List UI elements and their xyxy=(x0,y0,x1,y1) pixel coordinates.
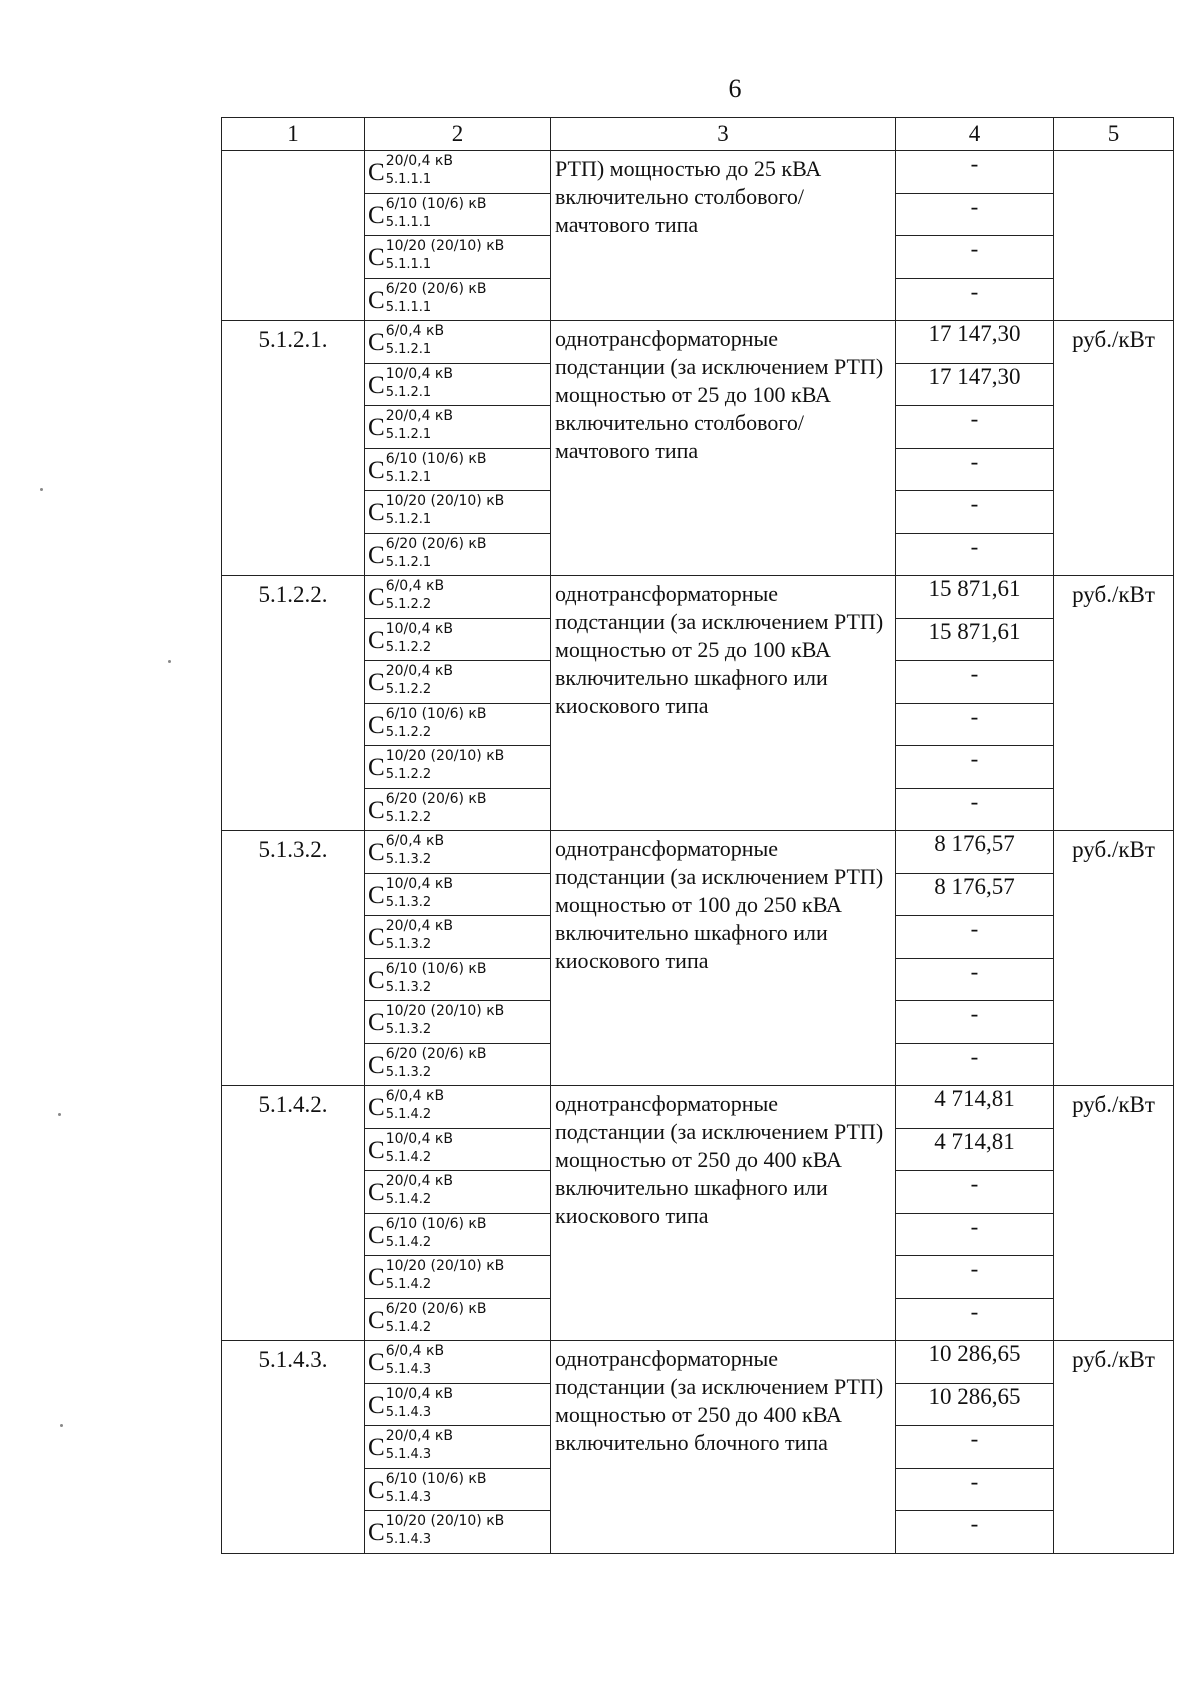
rate-value: - xyxy=(896,1426,1054,1469)
rate-code xyxy=(365,1086,551,1129)
voltage-superscript: 20/0,4 кВ xyxy=(385,153,453,169)
rate-symbol: C xyxy=(368,1519,385,1546)
code-subscript: 5.1.3.2 xyxy=(385,1064,432,1080)
rate-symbol: C xyxy=(368,924,385,951)
rate-code xyxy=(365,1468,551,1511)
rate-value: - xyxy=(896,236,1054,279)
rate-code xyxy=(365,491,551,534)
code-subscript: 5.1.2.2 xyxy=(385,682,432,697)
rate-symbol: C xyxy=(368,201,385,229)
rate-value: - xyxy=(896,661,1054,704)
code-subscript: 5.1.1.1 xyxy=(385,299,432,315)
rate-symbol: C xyxy=(368,1179,385,1206)
rate-symbol: C xyxy=(368,1094,385,1121)
rate-code xyxy=(365,958,551,1001)
item-number: 5.1.3.2. xyxy=(222,831,365,1086)
voltage-superscript: 6/0,4 кВ xyxy=(385,1343,445,1359)
table-row xyxy=(222,1086,1174,1129)
rate-code xyxy=(365,1001,551,1044)
code-subscript: 5.1.3.2 xyxy=(385,1022,432,1037)
rate-value: 4 714,81 xyxy=(896,1128,1054,1171)
voltage-superscript: 6/0,4 кВ xyxy=(385,323,445,339)
rate-value: - xyxy=(896,533,1054,576)
rate-value: - xyxy=(896,278,1054,321)
rate-symbol: C xyxy=(368,754,385,781)
voltage-superscript: 20/0,4 кВ xyxy=(385,918,453,934)
rate-value: 17 147,30 xyxy=(896,321,1054,364)
voltage-superscript: 6/20 (20/6) кВ xyxy=(385,790,487,807)
rate-symbol: C xyxy=(368,371,385,399)
rate-code xyxy=(365,1511,551,1554)
voltage-superscript: 6/10 (10/6) кВ xyxy=(385,1470,487,1487)
rate-value: - xyxy=(896,151,1054,194)
rate-code xyxy=(365,873,551,916)
rate-value: - xyxy=(896,916,1054,959)
item-description: однотрансформаторные подстанции (за исключением РТП) мощностью от 250 до 400 кВА включительно блочного типа xyxy=(551,1341,896,1554)
rate-code xyxy=(365,278,551,321)
voltage-superscript: 6/10 (10/6) кВ xyxy=(385,195,487,212)
voltage-superscript: 6/0,4 кВ xyxy=(385,1088,445,1104)
rate-code xyxy=(365,1341,551,1384)
rate-symbol: C xyxy=(368,584,385,611)
rate-code xyxy=(365,618,551,661)
code-subscript: 5.1.2.1 xyxy=(385,384,432,400)
rate-code xyxy=(365,1213,551,1256)
table-row xyxy=(222,1341,1174,1384)
voltage-superscript: 6/10 (10/6) кВ xyxy=(385,960,487,977)
page-number: 6 xyxy=(728,74,742,103)
rate-symbol: C xyxy=(368,499,385,526)
rate-symbol: C xyxy=(368,711,385,739)
voltage-superscript: 20/0,4 кВ xyxy=(385,663,453,679)
rate-code xyxy=(365,916,551,959)
code-subscript: 5.1.2.2 xyxy=(385,724,432,740)
rate-value: - xyxy=(896,746,1054,789)
rate-symbol: C xyxy=(368,1306,385,1334)
rate-symbol: C xyxy=(368,626,385,654)
rate-symbol: C xyxy=(368,329,385,356)
table-row xyxy=(222,321,1174,364)
header-col-2: 2 xyxy=(365,118,551,151)
rate-value: 10 286,65 xyxy=(896,1383,1054,1426)
voltage-superscript: 10/20 (20/10) кВ xyxy=(385,238,505,254)
code-subscript: 5.1.2.2 xyxy=(385,809,432,825)
rate-value: - xyxy=(896,1171,1054,1214)
rate-code xyxy=(365,831,551,874)
rate-code xyxy=(365,236,551,279)
code-subscript: 5.1.1.1 xyxy=(385,257,432,272)
scan-speck xyxy=(58,1113,61,1116)
rate-symbol: C xyxy=(368,1136,385,1164)
rate-code xyxy=(365,1426,551,1469)
rate-code xyxy=(365,533,551,576)
item-description: однотрансформаторные подстанции (за исключением РТП) мощностью от 100 до 250 кВА включительно шкафного или киоскового типа xyxy=(551,831,896,1086)
rate-value: 8 176,57 xyxy=(896,831,1054,874)
rate-code xyxy=(365,703,551,746)
voltage-superscript: 10/20 (20/10) кВ xyxy=(385,1258,505,1274)
rate-value: - xyxy=(896,1468,1054,1511)
item-description: РТП) мощностью до 25 кВА включительно столбового/мачтового типа xyxy=(551,151,896,321)
rate-value: 17 147,30 xyxy=(896,363,1054,406)
rate-value: - xyxy=(896,406,1054,449)
code-subscript: 5.1.2.2 xyxy=(385,767,432,782)
scan-speck xyxy=(60,1424,63,1427)
rate-code xyxy=(365,151,551,194)
rate-value: - xyxy=(896,193,1054,236)
rate-code xyxy=(365,1256,551,1299)
rate-symbol: C xyxy=(368,159,385,186)
voltage-superscript: 10/20 (20/10) кВ xyxy=(385,1513,505,1529)
code-subscript: 5.1.4.3 xyxy=(385,1404,432,1420)
table-row xyxy=(222,576,1174,619)
table-row xyxy=(222,831,1174,874)
code-subscript: 5.1.4.2 xyxy=(385,1277,432,1292)
rate-unit: руб./кВт xyxy=(1054,831,1174,1086)
rate-symbol: C xyxy=(368,286,385,314)
header-col-5: 5 xyxy=(1054,118,1174,151)
rate-value: - xyxy=(896,1001,1054,1044)
rate-symbol: C xyxy=(368,1476,385,1504)
voltage-superscript: 6/10 (10/6) кВ xyxy=(385,705,487,722)
code-subscript: 5.1.2.1 xyxy=(385,469,432,485)
header-col-3: 3 xyxy=(551,118,896,151)
voltage-superscript: 10/20 (20/10) кВ xyxy=(385,1003,505,1019)
code-subscript: 5.1.4.3 xyxy=(385,1447,432,1462)
rate-value: - xyxy=(896,1511,1054,1554)
rate-code xyxy=(365,746,551,789)
rate-value: - xyxy=(896,1043,1054,1086)
voltage-superscript: 6/20 (20/6) кВ xyxy=(385,535,487,552)
code-subscript: 5.1.2.1 xyxy=(385,554,432,570)
voltage-superscript: 6/0,4 кВ xyxy=(385,833,445,849)
rate-value: - xyxy=(896,1256,1054,1299)
rate-unit: руб./кВт xyxy=(1054,321,1174,576)
code-subscript: 5.1.2.1 xyxy=(385,427,432,442)
scan-speck xyxy=(40,488,43,491)
voltage-superscript: 6/20 (20/6) кВ xyxy=(385,1300,487,1317)
rate-code xyxy=(365,321,551,364)
voltage-superscript: 10/20 (20/10) кВ xyxy=(385,493,505,509)
table-row xyxy=(222,151,1174,194)
rate-symbol: C xyxy=(368,414,385,441)
item-description: однотрансформаторные подстанции (за исключением РТП) мощностью от 25 до 100 кВА включительно столбового/мачтового типа xyxy=(551,321,896,576)
item-number xyxy=(222,151,365,321)
rate-value: - xyxy=(896,1213,1054,1256)
voltage-superscript: 20/0,4 кВ xyxy=(385,1428,453,1444)
rate-symbol: C xyxy=(368,244,385,271)
rate-symbol: C xyxy=(368,1221,385,1249)
code-subscript: 5.1.4.2 xyxy=(385,1149,432,1165)
rate-value: - xyxy=(896,703,1054,746)
code-subscript: 5.1.4.3 xyxy=(385,1532,432,1547)
rate-value: - xyxy=(896,491,1054,534)
rate-code xyxy=(365,1043,551,1086)
voltage-superscript: 10/20 (20/10) кВ xyxy=(385,748,505,764)
voltage-superscript: 10/0,4 кВ xyxy=(385,365,453,382)
rate-unit: руб./кВт xyxy=(1054,1341,1174,1554)
rate-code xyxy=(365,1128,551,1171)
rate-symbol: C xyxy=(368,541,385,569)
scan-speck xyxy=(168,660,171,663)
code-subscript: 5.1.3.2 xyxy=(385,979,432,995)
voltage-superscript: 10/0,4 кВ xyxy=(385,1385,453,1402)
rate-symbol: C xyxy=(368,1264,385,1291)
rate-unit: руб./кВт xyxy=(1054,576,1174,831)
code-subscript: 5.1.1.1 xyxy=(385,172,432,187)
code-subscript: 5.1.2.2 xyxy=(385,597,432,612)
code-subscript: 5.1.4.2 xyxy=(385,1319,432,1335)
table-body xyxy=(222,151,1174,1554)
rate-unit xyxy=(1054,151,1174,321)
voltage-superscript: 6/0,4 кВ xyxy=(385,578,445,594)
item-description: однотрансформаторные подстанции (за исключением РТП) мощностью от 25 до 100 кВА включительно шкафного или киоскового типа xyxy=(551,576,896,831)
rate-symbol: C xyxy=(368,1349,385,1376)
code-subscript: 5.1.4.2 xyxy=(385,1107,432,1122)
rate-value: - xyxy=(896,788,1054,831)
item-number: 5.1.4.2. xyxy=(222,1086,365,1341)
rate-symbol: C xyxy=(368,881,385,909)
voltage-superscript: 20/0,4 кВ xyxy=(385,408,453,424)
rate-symbol: C xyxy=(368,1434,385,1461)
rate-code xyxy=(365,661,551,704)
item-number: 5.1.2.1. xyxy=(222,321,365,576)
tariff-table xyxy=(221,117,1174,1554)
rate-value: 8 176,57 xyxy=(896,873,1054,916)
rate-symbol: C xyxy=(368,966,385,994)
rate-value: - xyxy=(896,1298,1054,1341)
rate-code xyxy=(365,1383,551,1426)
rate-symbol: C xyxy=(368,456,385,484)
voltage-superscript: 6/20 (20/6) кВ xyxy=(385,280,487,297)
rate-value: 15 871,61 xyxy=(896,576,1054,619)
header-row xyxy=(222,118,1174,151)
rate-code xyxy=(365,576,551,619)
item-number: 5.1.4.3. xyxy=(222,1341,365,1554)
voltage-superscript: 10/0,4 кВ xyxy=(385,620,453,637)
item-description: однотрансформаторные подстанции (за исключением РТП) мощностью от 250 до 400 кВА включительно шкафного или киоскового типа xyxy=(551,1086,896,1341)
rate-value: - xyxy=(896,448,1054,491)
rate-value: 4 714,81 xyxy=(896,1086,1054,1129)
rate-symbol: C xyxy=(368,839,385,866)
rate-code xyxy=(365,193,551,236)
item-number: 5.1.2.2. xyxy=(222,576,365,831)
rate-symbol: C xyxy=(368,669,385,696)
rate-code xyxy=(365,1171,551,1214)
voltage-superscript: 10/0,4 кВ xyxy=(385,875,453,892)
voltage-superscript: 6/10 (10/6) кВ xyxy=(385,450,487,467)
voltage-superscript: 10/0,4 кВ xyxy=(385,1130,453,1147)
rate-code xyxy=(365,448,551,491)
voltage-superscript: 6/20 (20/6) кВ xyxy=(385,1045,487,1062)
rate-unit: руб./кВт xyxy=(1054,1086,1174,1341)
header-col-4: 4 xyxy=(896,118,1054,151)
rate-symbol: C xyxy=(368,796,385,824)
rate-symbol: C xyxy=(368,1391,385,1419)
code-subscript: 5.1.3.2 xyxy=(385,937,432,952)
voltage-superscript: 6/10 (10/6) кВ xyxy=(385,1215,487,1232)
code-subscript: 5.1.4.2 xyxy=(385,1234,432,1250)
code-subscript: 5.1.4.3 xyxy=(385,1362,432,1377)
rate-symbol: C xyxy=(368,1051,385,1079)
code-subscript: 5.1.2.1 xyxy=(385,342,432,357)
rate-code xyxy=(365,1298,551,1341)
voltage-superscript: 20/0,4 кВ xyxy=(385,1173,453,1189)
rate-value: 15 871,61 xyxy=(896,618,1054,661)
rate-value: 10 286,65 xyxy=(896,1341,1054,1384)
rate-symbol: C xyxy=(368,1009,385,1036)
rate-code xyxy=(365,363,551,406)
rate-code xyxy=(365,788,551,831)
code-subscript: 5.1.2.1 xyxy=(385,512,432,527)
rate-value: - xyxy=(896,958,1054,1001)
code-subscript: 5.1.4.3 xyxy=(385,1489,432,1505)
code-subscript: 5.1.2.2 xyxy=(385,639,432,655)
code-subscript: 5.1.1.1 xyxy=(385,214,432,230)
code-subscript: 5.1.4.2 xyxy=(385,1192,432,1207)
rate-code xyxy=(365,406,551,449)
code-subscript: 5.1.3.2 xyxy=(385,894,432,910)
header-col-1: 1 xyxy=(222,118,365,151)
code-subscript: 5.1.3.2 xyxy=(385,852,432,867)
